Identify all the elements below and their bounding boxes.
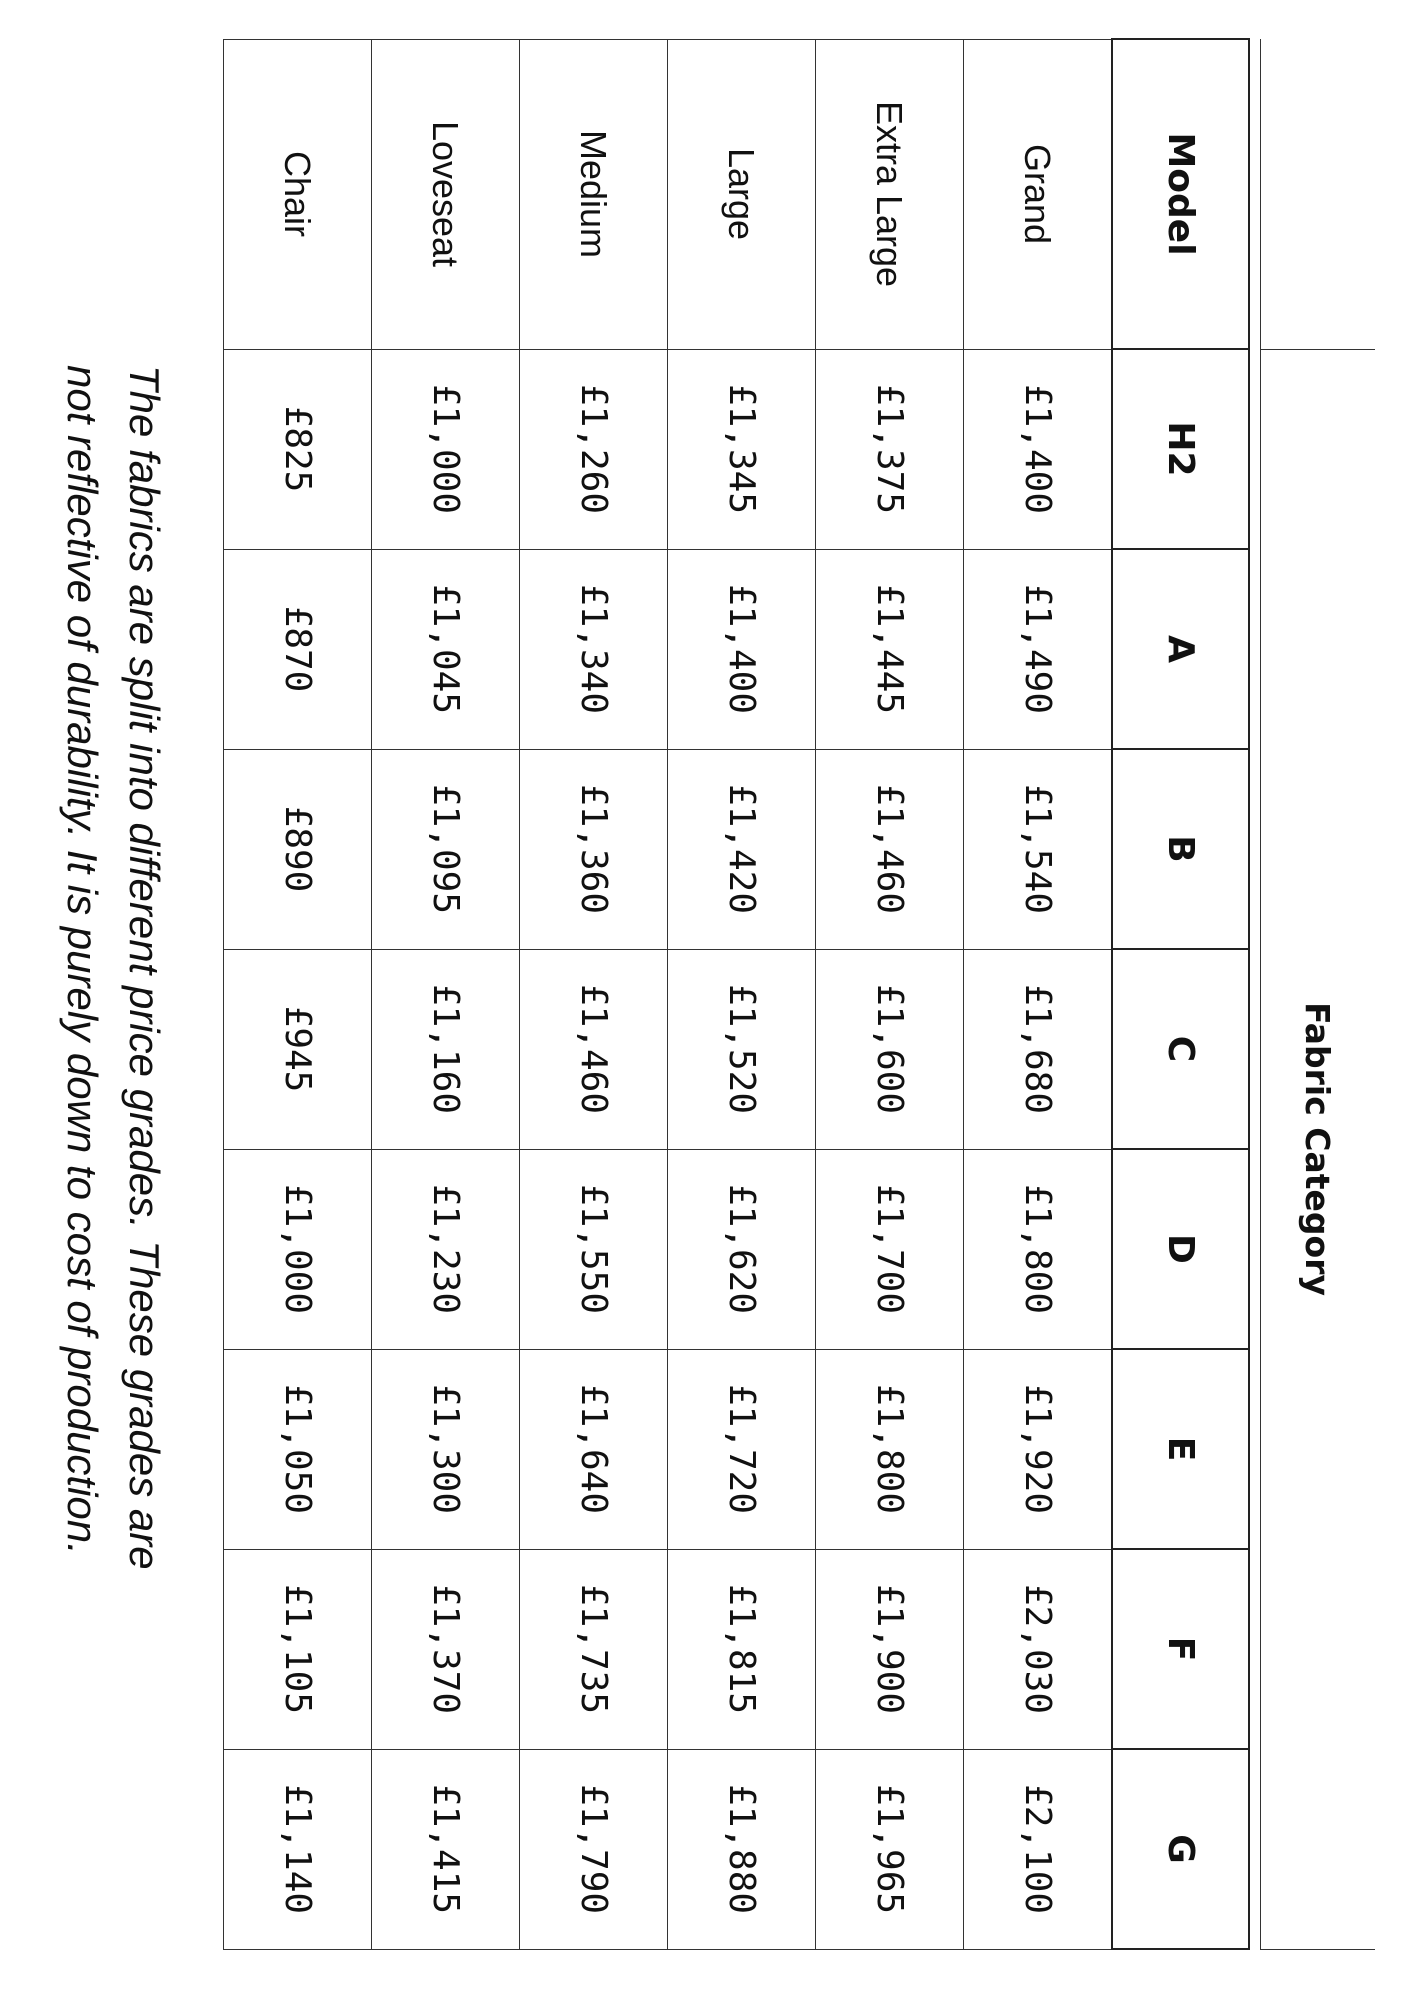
model-cell: Large: [668, 39, 816, 349]
price-cell: £890: [224, 749, 372, 949]
footnote: [51, 365, 175, 1945]
price-cell: £1,340: [520, 549, 668, 749]
footnote-line-1: The fabrics are split into different price grades. These grades are: [121, 365, 168, 1570]
model-cell: Extra Large: [816, 39, 964, 349]
price-cell: £1,620: [668, 1149, 816, 1349]
column-header-row: [1112, 39, 1249, 1949]
table-row-grand: [964, 39, 1113, 1949]
price-cell: £945: [224, 949, 372, 1149]
table-row-extra-large: [816, 39, 964, 1949]
price-cell: £1,300: [372, 1349, 520, 1549]
price-cell: £1,400: [964, 349, 1113, 549]
price-cell: £1,550: [520, 1149, 668, 1349]
price-cell: £1,345: [668, 349, 816, 549]
spacer-cell: [1249, 39, 1261, 1949]
price-cell: £1,815: [668, 1549, 816, 1749]
price-cell: £1,000: [224, 1149, 372, 1349]
column-header-h2: H2: [1112, 349, 1249, 549]
price-cell: £1,400: [668, 549, 816, 749]
table-row-medium: [520, 39, 668, 1949]
blank-corner: [1261, 39, 1376, 349]
price-cell: £1,900: [816, 1549, 964, 1749]
price-cell: £1,230: [372, 1149, 520, 1349]
price-cell: £1,600: [816, 949, 964, 1149]
model-cell: Loveseat: [372, 39, 520, 349]
price-cell: £1,800: [816, 1349, 964, 1549]
model-cell: Chair: [224, 39, 372, 349]
spacer-row: [1249, 39, 1261, 1949]
title-row: [1261, 39, 1376, 1949]
price-cell: £1,520: [668, 949, 816, 1149]
price-cell: £1,095: [372, 749, 520, 949]
table-row-loveseat: [372, 39, 520, 1949]
footnote-line-2: not reflective of durability. It is purely down to cost of production.: [59, 365, 106, 1555]
price-cell: £1,700: [816, 1149, 964, 1349]
column-header-d: D: [1112, 1149, 1249, 1349]
price-cell: £2,100: [964, 1749, 1113, 1949]
price-cell: £1,880: [668, 1749, 816, 1949]
column-header-e: E: [1112, 1349, 1249, 1549]
model-cell: Medium: [520, 39, 668, 349]
price-cell: £1,735: [520, 1549, 668, 1749]
price-cell: £1,920: [964, 1349, 1113, 1549]
price-cell: £1,375: [816, 349, 964, 549]
model-cell: Grand: [964, 39, 1113, 349]
price-cell: £1,460: [520, 949, 668, 1149]
price-cell: £1,045: [372, 549, 520, 749]
price-cell: £1,140: [224, 1749, 372, 1949]
price-cell: £2,030: [964, 1549, 1113, 1749]
column-header-c: C: [1112, 949, 1249, 1149]
column-header-b: B: [1112, 749, 1249, 949]
price-cell: £1,800: [964, 1149, 1113, 1349]
price-cell: £1,370: [372, 1549, 520, 1749]
price-cell: £1,460: [816, 749, 964, 949]
column-header-a: A: [1112, 549, 1249, 749]
price-cell: £1,160: [372, 949, 520, 1149]
price-cell: £1,105: [224, 1549, 372, 1749]
price-cell: £1,965: [816, 1749, 964, 1949]
price-cell: £1,445: [816, 549, 964, 749]
column-header-g: G: [1112, 1749, 1249, 1949]
price-cell: £1,680: [964, 949, 1113, 1149]
price-cell: £1,050: [224, 1349, 372, 1549]
price-cell: £1,540: [964, 749, 1113, 949]
model-header: Model: [1112, 39, 1249, 349]
table-row-large: [668, 39, 816, 1949]
price-cell: £1,640: [520, 1349, 668, 1549]
column-header-f: F: [1112, 1549, 1249, 1749]
fabric-category-header: Fabric Category: [1261, 349, 1376, 1949]
price-cell: £1,720: [668, 1349, 816, 1549]
price-cell: £1,000: [372, 349, 520, 549]
price-cell: £1,260: [520, 349, 668, 549]
table-row-chair: [224, 39, 372, 1949]
price-cell: £1,490: [964, 549, 1113, 749]
price-cell: £825: [224, 349, 372, 549]
price-cell: £870: [224, 549, 372, 749]
price-cell: £1,360: [520, 749, 668, 949]
price-cell: £1,420: [668, 749, 816, 949]
price-cell: £1,790: [520, 1749, 668, 1949]
price-cell: £1,415: [372, 1749, 520, 1949]
price-table: [223, 38, 1375, 1950]
